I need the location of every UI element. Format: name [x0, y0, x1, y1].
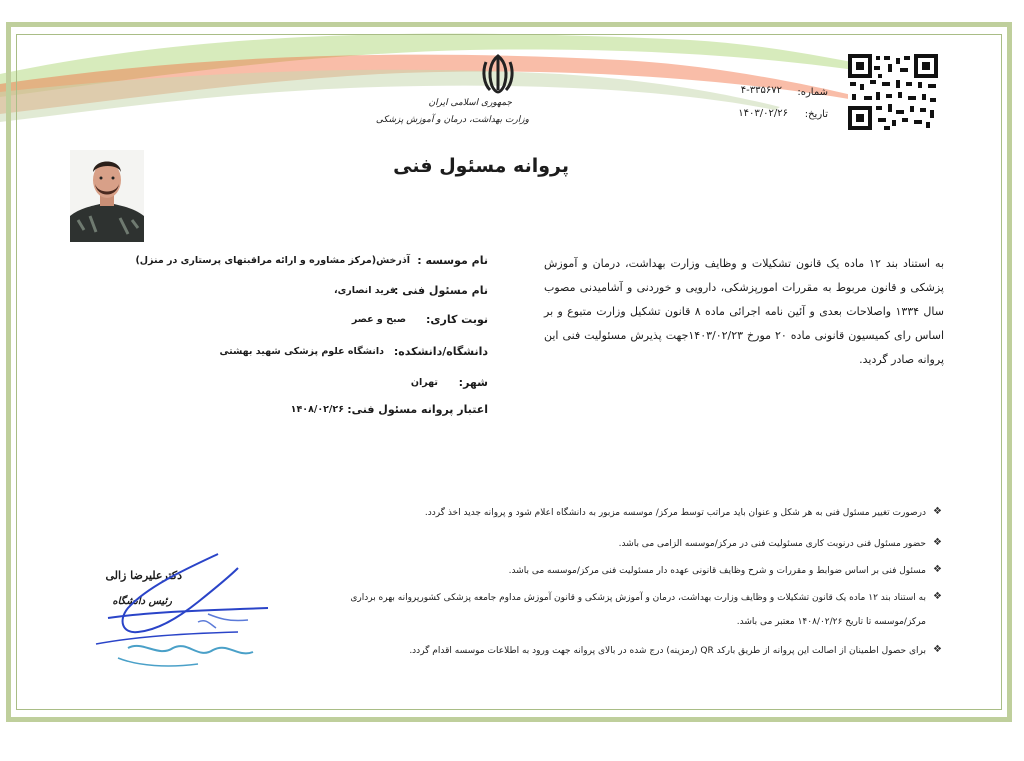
number-value: ۴-۳۳۵۶۷۲ [740, 85, 782, 96]
city-label: شهر: [458, 376, 488, 389]
note-item: درصورت تغییر مسئول فنی به هر شکل و عنوان باید مراتب توسط مرکز/ موسسه مزبور به دانشگاه اعلام شود و پروانه جدید اخذ گردد. [424, 508, 926, 518]
validity-value: ۱۴۰۸/۰۲/۲۶ [290, 404, 344, 415]
note-item: مسئول فنی بر اساس ضوابط و مقررات و شرح وظایف قانونی عهده دار مسئولیت فنی مرکز/موسسه می باشد. [508, 566, 926, 576]
country-name: جمهوری اسلامی ایران [428, 98, 512, 108]
date-label: تاریخ: [804, 109, 828, 120]
validity-label: اعتبار پروانه مسئول فنی: [347, 403, 488, 416]
qr-code[interactable] [848, 54, 938, 130]
shift-label: نوبت کاری: [426, 313, 488, 326]
note-item: مرکز/موسسه تا تاریخ ۱۴۰۸/۰۲/۲۶ معتبر می باشد. [736, 617, 926, 627]
city-value: تهران [410, 377, 438, 388]
bullet-icon: ❖ [933, 564, 942, 575]
signature [88, 548, 328, 678]
legal-basis-paragraph: به استناد بند ۱۲ ماده یک قانون تشکیلات و وظایف وزارت بهداشت، درمان و آموزش پزشکی و قانون مربوط به مقررات امورپزشکی، دارویی و خوردنی و آشامیدنی مصوب سال ۱۳۳۴ واصلاحات بعدی و آئین نامه اجرائی ماده ۸ قانون تشکیل وزارت متبوع و بر اساس رای کمیسیون قانونی ماده ۲۰ مورخ ۱۴۰۳/۰۲/۲۳جهت پذیرش مسئولیت فنی این پروانه صادر گردید. [544, 257, 945, 366]
shift-value: صبح و عصر [351, 314, 406, 325]
signatory-role: رئیس دانشگاه [112, 596, 172, 607]
technical-manager-value: فرید انصاری، [333, 285, 396, 296]
bullet-icon: ❖ [933, 537, 942, 548]
university-label: دانشگاه/دانشکده: [393, 345, 488, 358]
certificate-title: پروانه مسئول فنی [393, 155, 569, 177]
note-item: به استناد بند ۱۲ ماده یک قانون تشکیلات و وظایف وزارت بهداشت، درمان و آموزش پزشکی و قانون آموزش مداوم جامعه پزشکی کشورپروانه بهره برداری [350, 593, 926, 603]
number-label: شماره: [797, 87, 828, 98]
note-item: حضور مسئول فنی درنوبت کاری مسئولیت فنی در مرکز/موسسه الزامی می باشد. [618, 539, 926, 549]
emblem-icon [478, 52, 518, 94]
signatory-name: دکترعلیرضا زالی [105, 569, 182, 582]
bullet-icon: ❖ [933, 506, 942, 517]
institution-value: آذرخش(مرکز مشاوره و ارائه مراقبتهای پرستاری در منزل) [135, 255, 410, 266]
note-item: برای حصول اطمینان از اصالت این پروانه از طریق بارکد QR (رمزینه) درج شده در بالای پروانه جهت ورود به اطلاعات موسسه اقدام گردد. [409, 646, 926, 656]
portrait-photo [70, 150, 144, 242]
technical-manager-label: نام مسئول فنی : [394, 284, 488, 297]
institution-label: نام موسسه : [417, 254, 488, 267]
date-value: ۱۴۰۳/۰۲/۲۶ [738, 108, 788, 119]
bullet-icon: ❖ [933, 644, 942, 655]
university-value: دانشگاه علوم پزشکی شهید بهشتی [219, 346, 384, 357]
bullet-icon: ❖ [933, 591, 942, 602]
ministry-name: وزارت بهداشت، درمان و آموزش پزشکی [375, 115, 529, 125]
